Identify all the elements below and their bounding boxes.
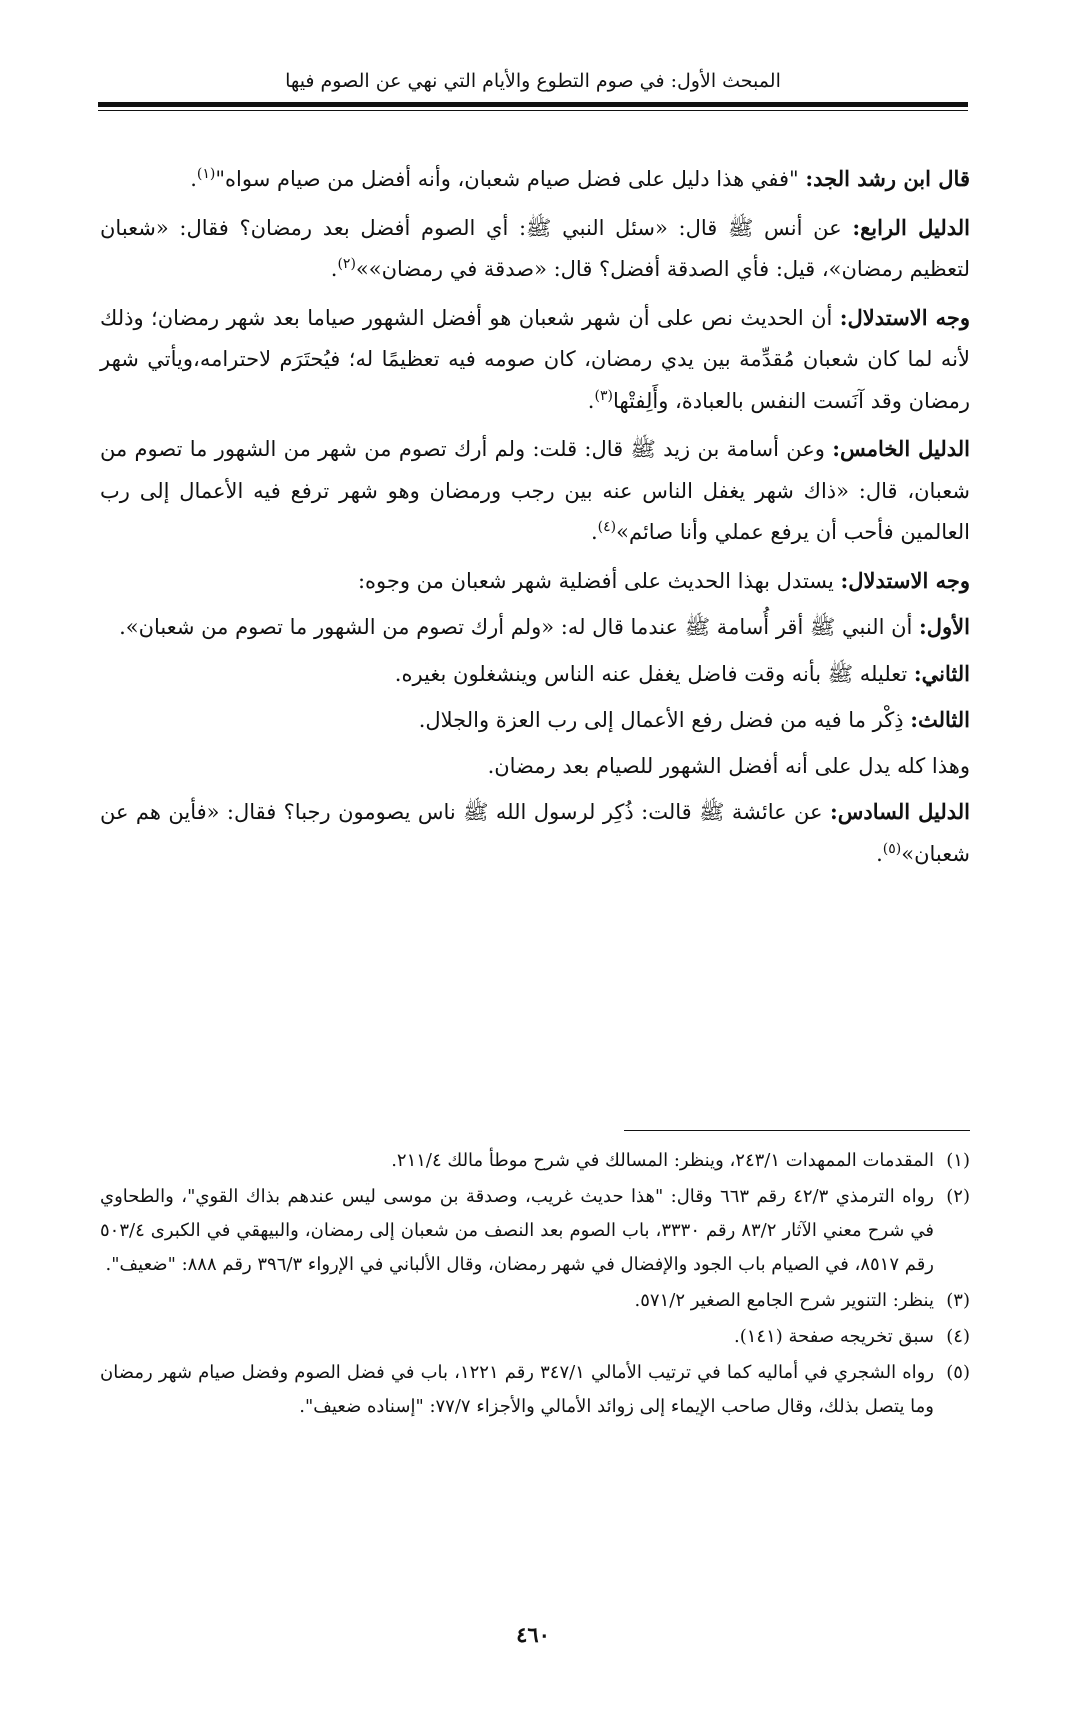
paragraph bbox=[100, 699, 970, 742]
paragraph-text: أن النبي ﷺ أقر أُسامة ﷺ عندما قال له: «ولم أرك تصوم من الشهور ما تصوم من شعبان». bbox=[119, 615, 920, 639]
footnote-ref[interactable]: (١) bbox=[196, 166, 216, 182]
footnote-number: (٥) bbox=[946, 1362, 970, 1383]
footnote-ref[interactable]: (٤) bbox=[597, 519, 617, 535]
header-rule-thin bbox=[98, 110, 968, 111]
paragraph bbox=[100, 207, 970, 291]
paragraph-lead: الدليل الرابع: bbox=[852, 214, 970, 240]
paragraph-text: وهذا كله يدل على أنه أفضل الشهور للصيام بعد رمضان. bbox=[487, 753, 970, 778]
footnote-ref[interactable]: (٢) bbox=[337, 256, 356, 272]
header-rule-thick bbox=[98, 102, 968, 107]
paragraph-tail: . bbox=[190, 167, 197, 191]
page-number: ٤٦٠ bbox=[516, 1622, 550, 1647]
paragraph bbox=[100, 158, 970, 201]
body-text bbox=[100, 158, 970, 881]
paragraph-tail: . bbox=[590, 520, 598, 544]
footnote-ref[interactable]: (٥) bbox=[882, 840, 902, 857]
paragraph bbox=[100, 297, 970, 423]
paragraph-tail: . bbox=[587, 388, 595, 413]
paragraph bbox=[100, 428, 970, 554]
paragraph-lead: الثالث: bbox=[910, 707, 970, 732]
paragraph bbox=[100, 653, 970, 696]
paragraph bbox=[100, 746, 970, 788]
footnotes bbox=[100, 1144, 970, 1426]
paragraph bbox=[100, 560, 970, 603]
paragraph bbox=[100, 791, 970, 875]
footnote-text: المقدمات الممهدات ٢٤٣/١، وينظر: المسالك في شرح موطأ مالك ٢١١/٤. bbox=[391, 1150, 934, 1171]
paragraph-lead: الدليل السادس: bbox=[829, 799, 970, 824]
paragraph bbox=[100, 606, 970, 649]
paragraph-text: ذِكْر ما فيه من فضل رفع الأعمال إلى رب العزة والجلال. bbox=[418, 708, 911, 732]
paragraph-lead: الأول: bbox=[919, 614, 970, 639]
paragraph-text: يستدل بهذا الحديث على أفضلية شهر شعبان من وجوه: bbox=[357, 568, 841, 593]
footnote-number: (٣) bbox=[946, 1290, 970, 1311]
footnote-number: (٤) bbox=[946, 1326, 970, 1347]
footnote bbox=[100, 1180, 970, 1282]
footnote bbox=[100, 1144, 970, 1178]
footnote bbox=[100, 1320, 970, 1354]
paragraph-lead: وجه الاستدلال: bbox=[839, 304, 970, 330]
paragraph-text: عن أنس ﷺ قال: «سئل النبي ﷺ: أي الصوم أفضل بعد رمضان؟ فقال: «شعبان لتعظيم رمضان»، قيل: فأي الصدقة أفضل؟ قال: «صدقة في رمضان»» bbox=[100, 215, 970, 281]
footnote-ref[interactable]: (٣) bbox=[594, 387, 613, 404]
footnote bbox=[100, 1284, 970, 1318]
paragraph-lead: الدليل الخامس: bbox=[832, 436, 970, 461]
footnote-text: ينظر: التنوير شرح الجامع الصغير ٥٧١/٢. bbox=[634, 1290, 934, 1311]
running-header: المبحث الأول: في صوم التطوع والأيام التي نهي عن الصوم فيها bbox=[285, 70, 781, 92]
paragraph-text: تعليله ﷺ بأنه وقت فاضل يغفل عنه الناس وينشغلون بغيره. bbox=[394, 661, 914, 686]
paragraph-tail: . bbox=[330, 257, 338, 281]
footnote-text: سبق تخريجه صفحة (١٤١). bbox=[734, 1326, 934, 1347]
footnote-rule bbox=[624, 1130, 970, 1131]
footnote-number: (١) bbox=[946, 1150, 970, 1171]
paragraph-text: عن عائشة ﷺ قالت: ذُكِر لرسول الله ﷺ ناس يصومون رجبا؟ فقال: «فأين هم عن شعبان» bbox=[100, 800, 970, 866]
footnote-text: رواه الترمذي ٤٢/٣ رقم ٦٦٣ وقال: "هذا حديث غريب، وصدقة بن موسى ليس عندهم بذاك القوي"، والطحاوي في شرح معني الآثار ٨٣/٢ رقم ٣٣٣٠، باب الصوم بعد النصف من شعبان إلى رمضان، والبيهقي في الكبرى ٥٠٣/٤ رقم ٨٥١٧، في الصيام باب الجود والإفضال في شهر رمضان، وقال الألباني في الإرواء ٣٩٦/٣ رقم ٨٨٨: "ضعيف". bbox=[100, 1186, 934, 1275]
footnote-number: (٢) bbox=[946, 1186, 970, 1207]
paragraph-text: "ففي هذا دليل على فضل صيام شعبان، وأنه أفضل من صيام سواه" bbox=[215, 167, 806, 191]
paragraph-lead: قال ابن رشد الجد: bbox=[805, 166, 970, 191]
paragraph-lead: وجه الاستدلال: bbox=[840, 567, 970, 593]
paragraph-text: وعن أسامة بن زيد ﷺ قال: قلت: ولم أرك تصوم من شهر من الشهور ما تصوم من شعبان، قال: «ذاك شهر يغفل الناس عنه بين رجب ورمضان وهو شهر ترفع فيه الأعمال إلى رب العالمين فأحب أن يرفع عملي وأنا صائم» bbox=[100, 437, 970, 544]
footnote-text: رواه الشجري في أماليه كما في ترتيب الأمالي ٣٤٧/١ رقم ١٢٢١، باب في فضل الصوم وفضل صيام شهر رمضان وما يتصل بذلك، وقال صاحب الإيماء إلى زوائد الأمالي والأجزاء ٧٧/٧: "إسناده ضعيف". bbox=[100, 1362, 935, 1417]
paragraph-text: أن الحديث نص على أن شهر شعبان هو أفضل الشهور صياما بعد شهر رمضان؛ وذلك لأنه لما كان شعبان مُقدِّمة بين يدي رمضان، كان صومه فيه تعظيمًا له؛ فيُحتَرَم لاحترامه،ويأتي شهر رمضان وقد آنَست النفس بالعبادة، وأَلِفتْها bbox=[100, 305, 970, 413]
footnote bbox=[100, 1356, 970, 1424]
paragraph-lead: الثاني: bbox=[913, 660, 970, 686]
paragraph-tail: . bbox=[876, 841, 883, 866]
